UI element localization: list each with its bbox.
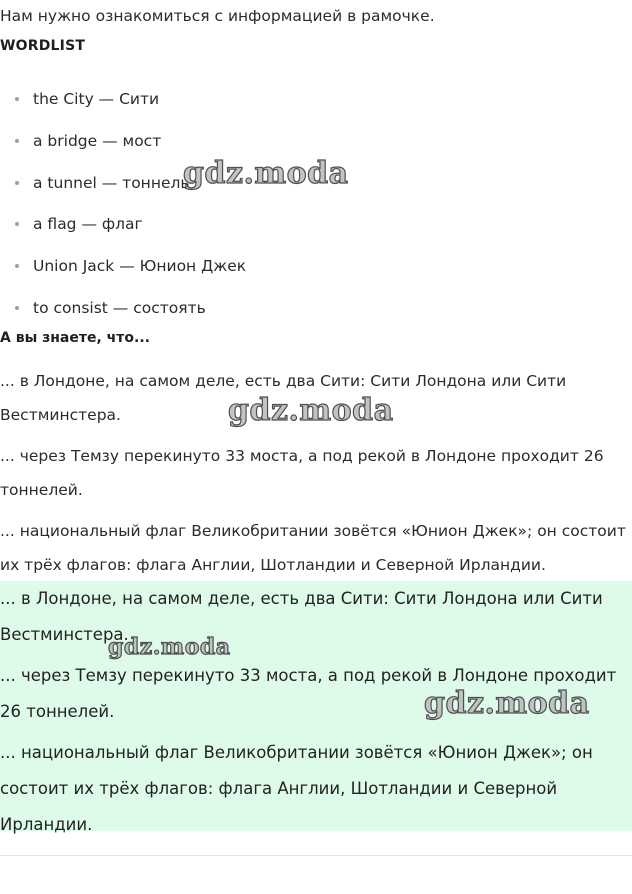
list-item-text: a tunnel — тоннель xyxy=(33,173,190,192)
bullet-icon xyxy=(15,181,19,185)
bullet-icon xyxy=(15,222,19,226)
fact-paragraph: ... национальный флаг Великобритании зовётся «Юнион Джек»; он состоит их трёх флагов: флага Англии, Шотландии и Северной Ирландии. xyxy=(0,522,626,574)
answer-paragraph: ... национальный флаг Великобритании зовётся «Юнион Джек»; он состоит их трёх флагов: флага Англии, Шотландии и Северной Ирландии. xyxy=(0,743,593,834)
list-item xyxy=(0,251,246,293)
list-item xyxy=(0,293,246,335)
list-item xyxy=(0,168,246,210)
list-item xyxy=(0,84,246,126)
divider xyxy=(0,855,632,856)
list-item-text: Union Jack — Юнион Джек xyxy=(33,257,247,276)
list-item-text: a flag — флаг xyxy=(33,215,143,234)
list-item xyxy=(0,209,246,251)
fact-paragraph: ... через Темзу перекинуто 33 моста, а под рекой в Лондоне проходит 26 тоннелей. xyxy=(0,447,604,499)
bullet-icon xyxy=(15,139,19,143)
intro-text: Нам нужно ознакомиться с информацией в рамочке. xyxy=(0,7,435,25)
list-item xyxy=(0,126,246,168)
bullet-icon xyxy=(15,264,19,268)
list-item-text: a bridge — мост xyxy=(33,131,162,150)
wordlist xyxy=(0,84,246,335)
answer-paragraph: ... через Темзу перекинуто 33 моста, а под рекой в Лондоне проходит 26 тоннелей. xyxy=(0,666,617,721)
fact-paragraph: ... в Лондоне, на самом деле, есть два Сити: Сити Лондона или Сити Вестминстера. xyxy=(0,372,567,424)
watermark-logo: gdz.moda xyxy=(108,634,231,660)
answer-paragraph: ... в Лондоне, на самом деле, есть два Сити: Сити Лондона или Сити Вестминстера. xyxy=(0,589,603,644)
list-item-text: to consist — состоять xyxy=(33,298,206,317)
answer-box xyxy=(0,581,632,834)
did-you-know-facts xyxy=(0,364,632,589)
bullet-icon xyxy=(15,306,19,310)
did-you-know-heading: А вы знаете, что... xyxy=(0,330,150,346)
watermark-logo: gdz.moda xyxy=(228,393,394,428)
bullet-icon xyxy=(15,97,19,101)
wordlist-heading: WORDLIST xyxy=(0,38,86,54)
watermark-logo: gdz.moda xyxy=(424,686,590,721)
list-item-text: the City — Сити xyxy=(33,90,160,108)
watermark-logo: gdz.moda xyxy=(183,156,349,191)
